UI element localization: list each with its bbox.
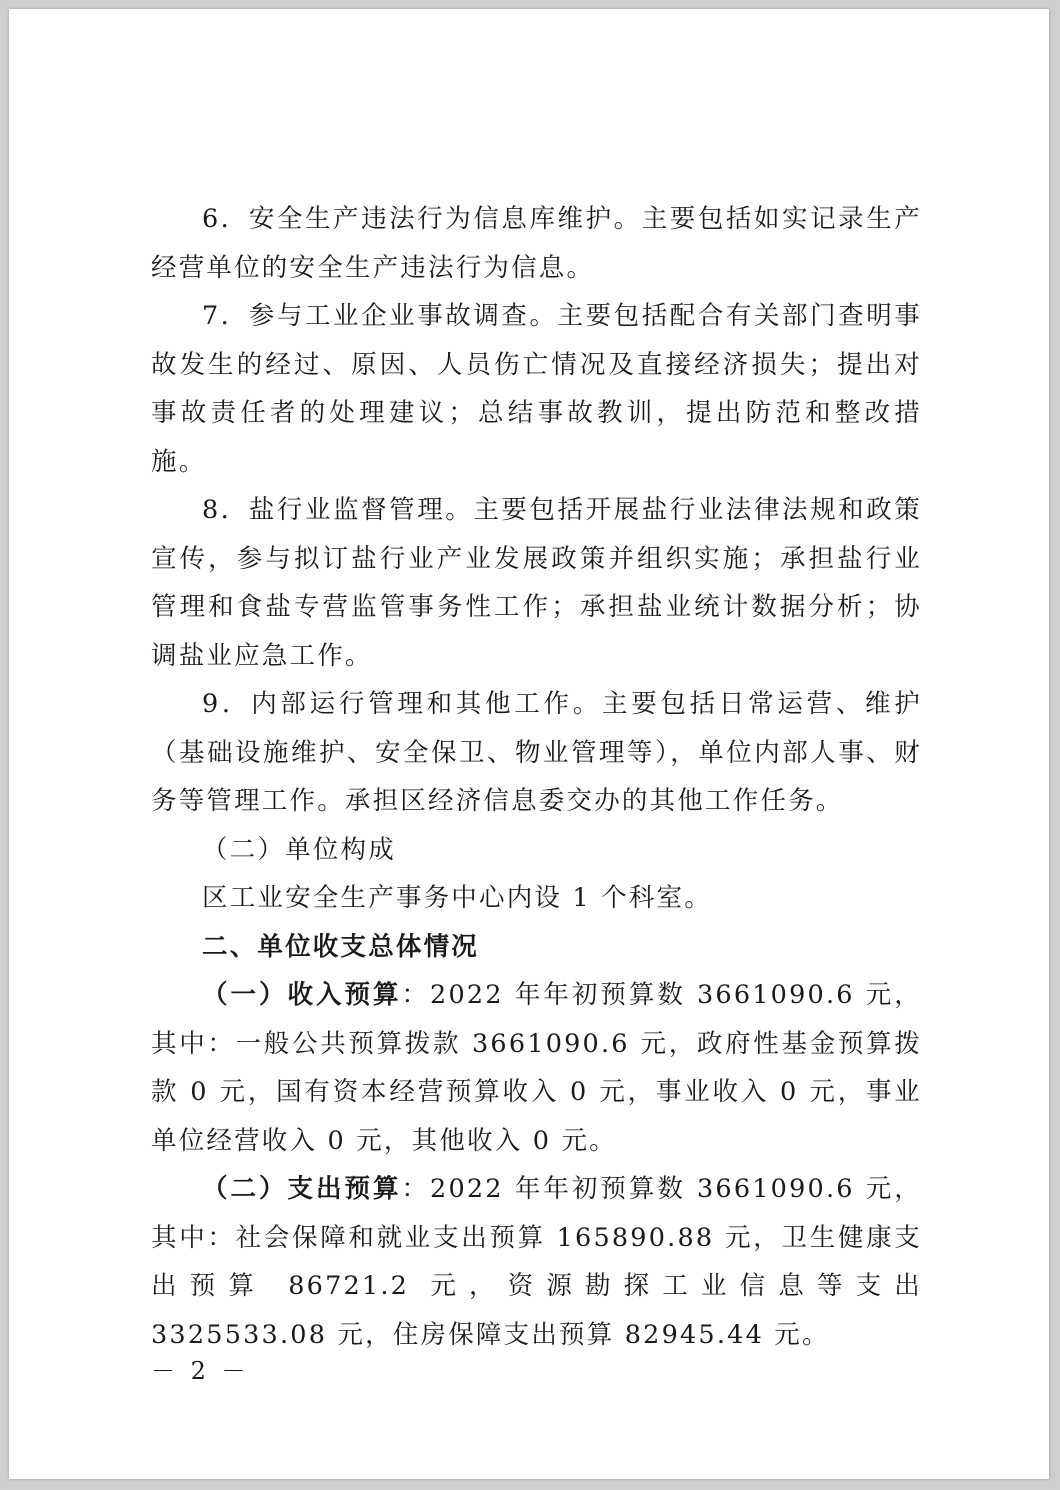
paragraph-income-budget	[151, 971, 922, 1165]
page-number: － 2 －	[151, 1357, 250, 1385]
paragraph-item-7: 7．参与工业企业事故调查。主要包括配合有关部门查明事故发生的经过、原因、人员伤亡情况及直接经济损失；提出对事故责任者的处理建议；总结事故教训，提出防范和整改措施。	[151, 301, 922, 477]
expenditure-budget-text: ：2022 年年初预算数 3661090.6 元，其中：社会保障和就业支出预算 165890.88 元，卫生健康支出预算 86721.2 元，资源勘探工业信息等支出 3325533.08 元，住房保障支出预算 82945.44 元。	[151, 1174, 922, 1350]
subheading-unit-composition: （二）单位构成	[202, 834, 396, 865]
document-page	[9, 9, 1049, 1479]
income-budget-text: ：2022 年年初预算数 3661090.6 元，其中：一般公共预算拨款 3661090.6 元，政府性基金预算拨款 0 元，国有资本经营预算收入 0 元，事业收入 0 元，事业单位经营收入 0 元，其他收入 0 元。	[151, 980, 922, 1156]
expenditure-budget-lead: （二）支出预算	[202, 1174, 402, 1204]
paragraph-item-8: 8．盐行业监督管理。主要包括开展盐行业法律法规和政策宣传，参与拟订盐行业产业发展政策并组织实施；承担盐行业管理和食盐专营监管事务性工作；承担盐业统计数据分析；协调盐业应急工作。	[151, 495, 922, 671]
document-body	[151, 195, 922, 1359]
paragraph-expenditure-budget	[151, 1165, 922, 1359]
paragraph-unit-composition: 区工业安全生产事务中心内设 1 个科室。	[202, 883, 712, 913]
income-budget-lead: （一）收入预算	[202, 980, 402, 1010]
section-heading-budget-overview: 二、单位收支总体情况	[202, 931, 480, 962]
paragraph-item-6: 6．安全生产违法行为信息库维护。主要包括如实记录生产经营单位的安全生产违法行为信息。	[151, 204, 922, 283]
paragraph-item-9: 9．内部运行管理和其他工作。主要包括日常运营、维护（基础设施维护、安全保卫、物业管理等），单位内部人事、财务等管理工作。承担区经济信息委交办的其他工作任务。	[151, 689, 922, 816]
